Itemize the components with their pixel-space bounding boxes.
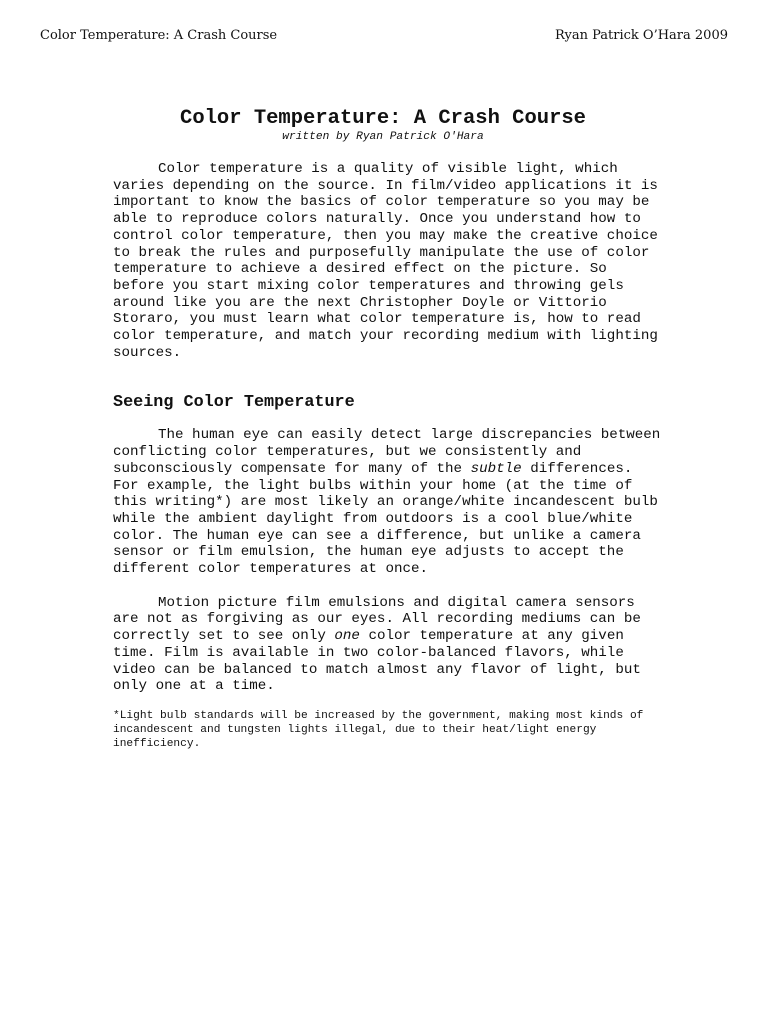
intro-text: Color temperature is a quality of visible light, which varies depending on the source. In film/video applications it is important to know the basics of color temperature so you may be able to reproduce colors naturally. Once you understand how to control color temperature, then you may make the creative choice to break the rules and purposefully manipulate the use of color temperature to achieve a desired effect on the picture. So before you start mixing color temperatures and throwing gels around like you are the next Christopher Doyle or Vittorio Storaro, you must learn what color temperature is, how to read color temperature, and match your recording medium with lighting sources. (113, 161, 658, 361)
paragraph-text: Motion picture film emulsions and digital camera sensors are not as forgiving as our eyes. All recording mediums can be correctly set to see only (113, 594, 641, 645)
footnote: *Light bulb standards will be increased by the government, making most kinds of incandescent and tungsten lights illegal, due to their heat/light energy inefficiency. (113, 709, 644, 751)
intro-paragraph (113, 161, 663, 361)
header-title: Color Temperature: A Crash Course (40, 28, 278, 43)
document-title: Color Temperature: A Crash Course (180, 107, 586, 130)
emphasis-text: subtle (470, 460, 522, 477)
emphasis-text: one (334, 628, 360, 645)
section-paragraph-1 (113, 427, 663, 577)
section-paragraph-2 (113, 595, 663, 695)
document-byline: written by Ryan Patrick O'Hara (282, 131, 484, 143)
paragraph-text: The human eye can easily detect large discrepancies between conflicting color temperatures, but we consistently and subconsciously compensate for many of the (113, 427, 661, 477)
document-body (113, 107, 663, 763)
paragraph-text: differences. For example, the light bulbs within your home (at the time of this writing*) are most likely an orange/white incandescent bulb while the ambient daylight from outdoors is a cool blue/white color. The human eye can see a difference, but unlike a camera sensor or film emulsion, the human eye adjusts to accept the different color temperatures at once. (113, 460, 658, 578)
page-header (40, 28, 728, 48)
paragraph-text: color temperature at any given time. Film is available in two color-balanced flavors, while video can be balanced to match almost any flavor of light, but only one at a time. (113, 628, 641, 695)
header-author-year: Ryan Patrick O’Hara 2009 (554, 28, 728, 43)
section-heading: Seeing Color Temperature (113, 393, 355, 413)
